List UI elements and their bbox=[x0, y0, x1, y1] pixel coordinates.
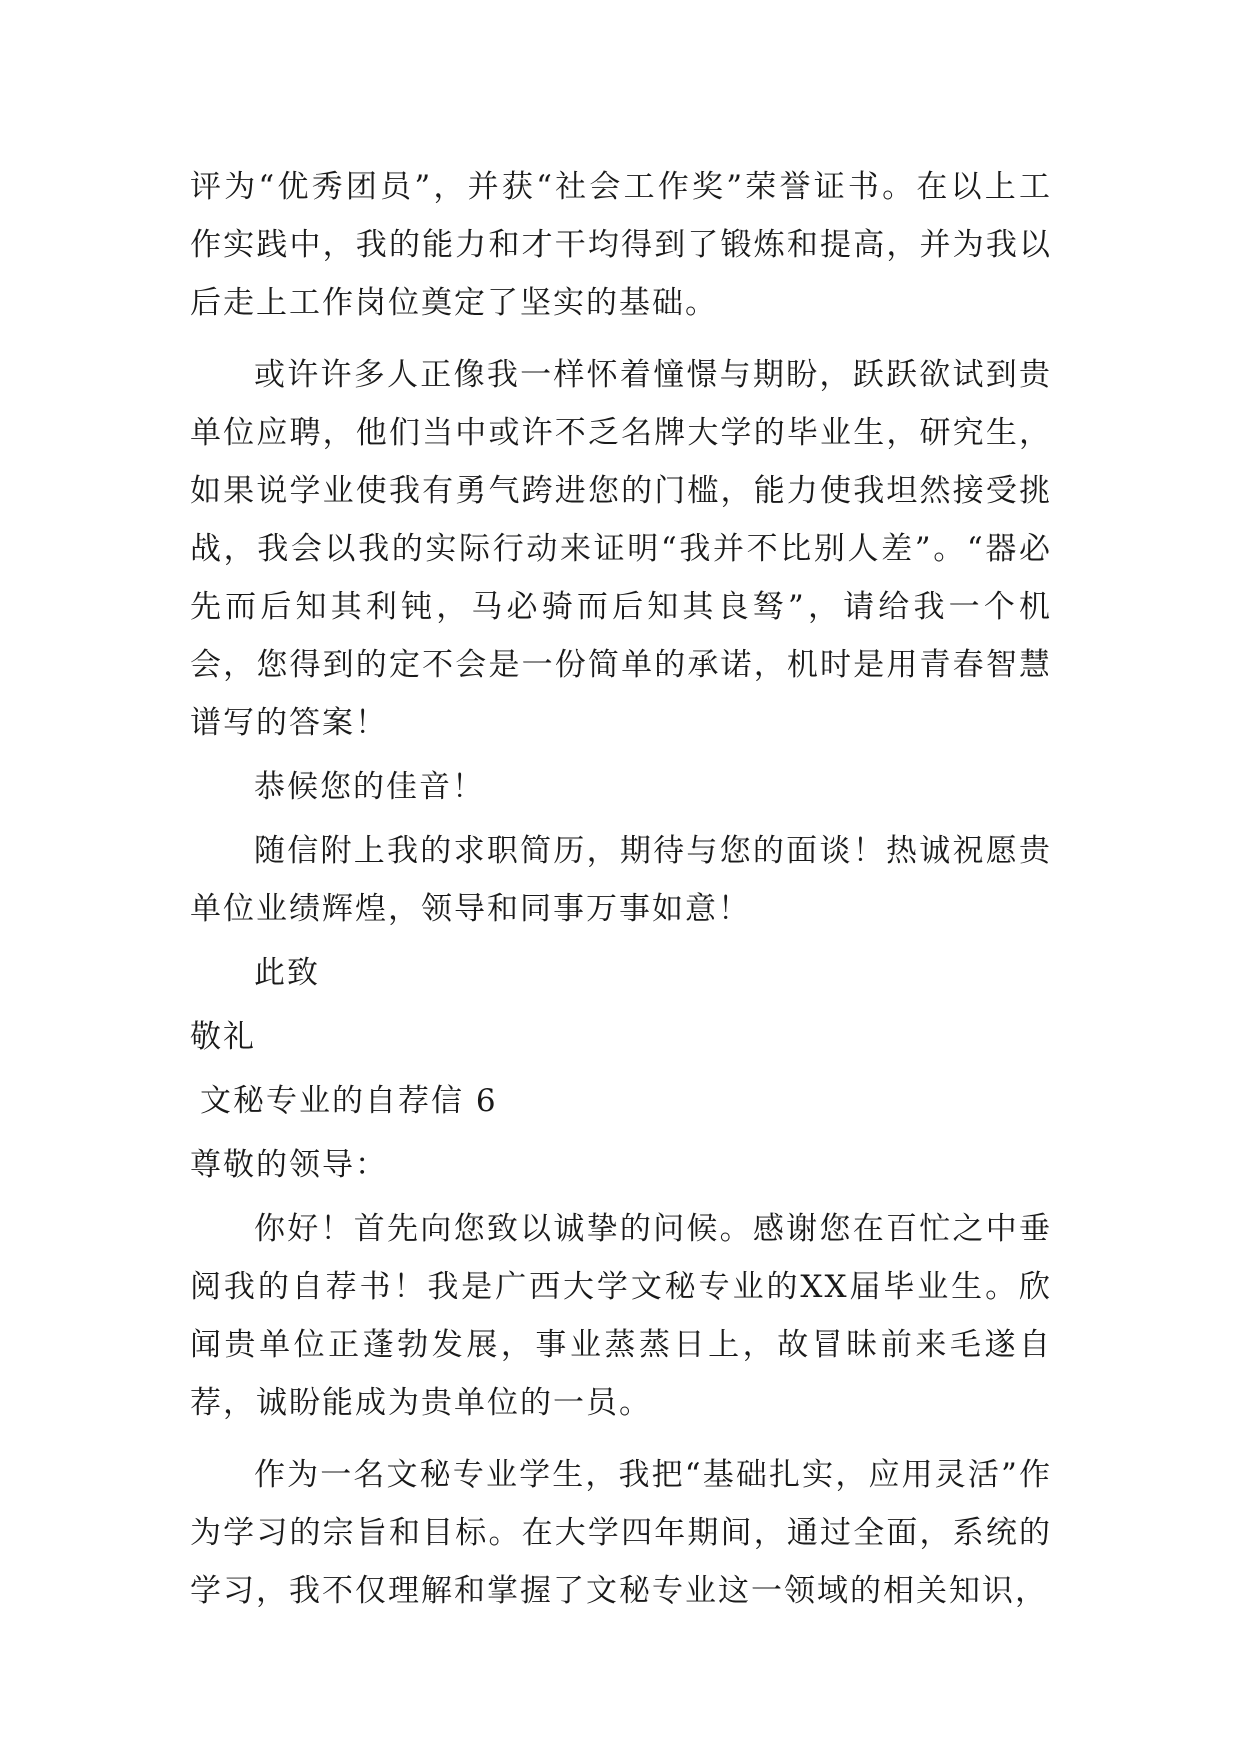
paragraph-study: 作为一名文秘专业学生，我把“基础扎实，应用灵活”作为学习的宗旨和目标。在大学四年期间，通过全面，系统的学习，我不仅理解和掌握了文秘专业这一领域的相关知识， bbox=[190, 1457, 1052, 1609]
paragraph-greeting: 你好！首先向您致以诚挚的问候。感谢您在百忙之中垂阅我的自荐书！我是广西大学文秘专业的XX届毕业生。欣闻贵单位正蓬勃发展，事业蒸蒸日上，故冒昧前来毛遂自荐，诚盼能成为贵单位的一员。 bbox=[190, 1211, 1052, 1421]
paragraph-awaiting-reply: 恭候您的佳音！ bbox=[254, 769, 485, 805]
paragraph-achievements: 评为“优秀团员”，并获“社会工作奖”荣誉证书。在以上工作实践中，我的能力和才干均得到了锻炼和提高，并为我以后走上工作岗位奠定了坚实的基础。 bbox=[190, 169, 1052, 321]
closing-jingli: 敬礼 bbox=[190, 1019, 256, 1055]
closing-cizhi: 此致 bbox=[254, 955, 320, 991]
paragraph-attachment: 随信附上我的求职简历，期待与您的面谈！热诚祝愿贵单位业绩辉煌，领导和同事万事如意！ bbox=[190, 833, 1052, 927]
paragraph-application: 或许许多人正像我一样怀着憧憬与期盼，跃跃欲试到贵单位应聘，他们当中或许不乏名牌大学的毕业生，研究生，如果说学业使我有勇气跨进您的门槛，能力使我坦然接受挑战，我会以我的实际行动来证明“我并不比别人差”。“器必先而后知其利钝，马必骑而后知其良驽”，请给我一个机会，您得到的定不会是一份简单的承诺，机时是用青春智慧谱写的答案！ bbox=[190, 357, 1052, 741]
section-heading: 文秘专业的自荐信 6 bbox=[200, 1083, 498, 1119]
document-body bbox=[190, 158, 1052, 1620]
salutation: 尊敬的领导： bbox=[190, 1147, 388, 1183]
